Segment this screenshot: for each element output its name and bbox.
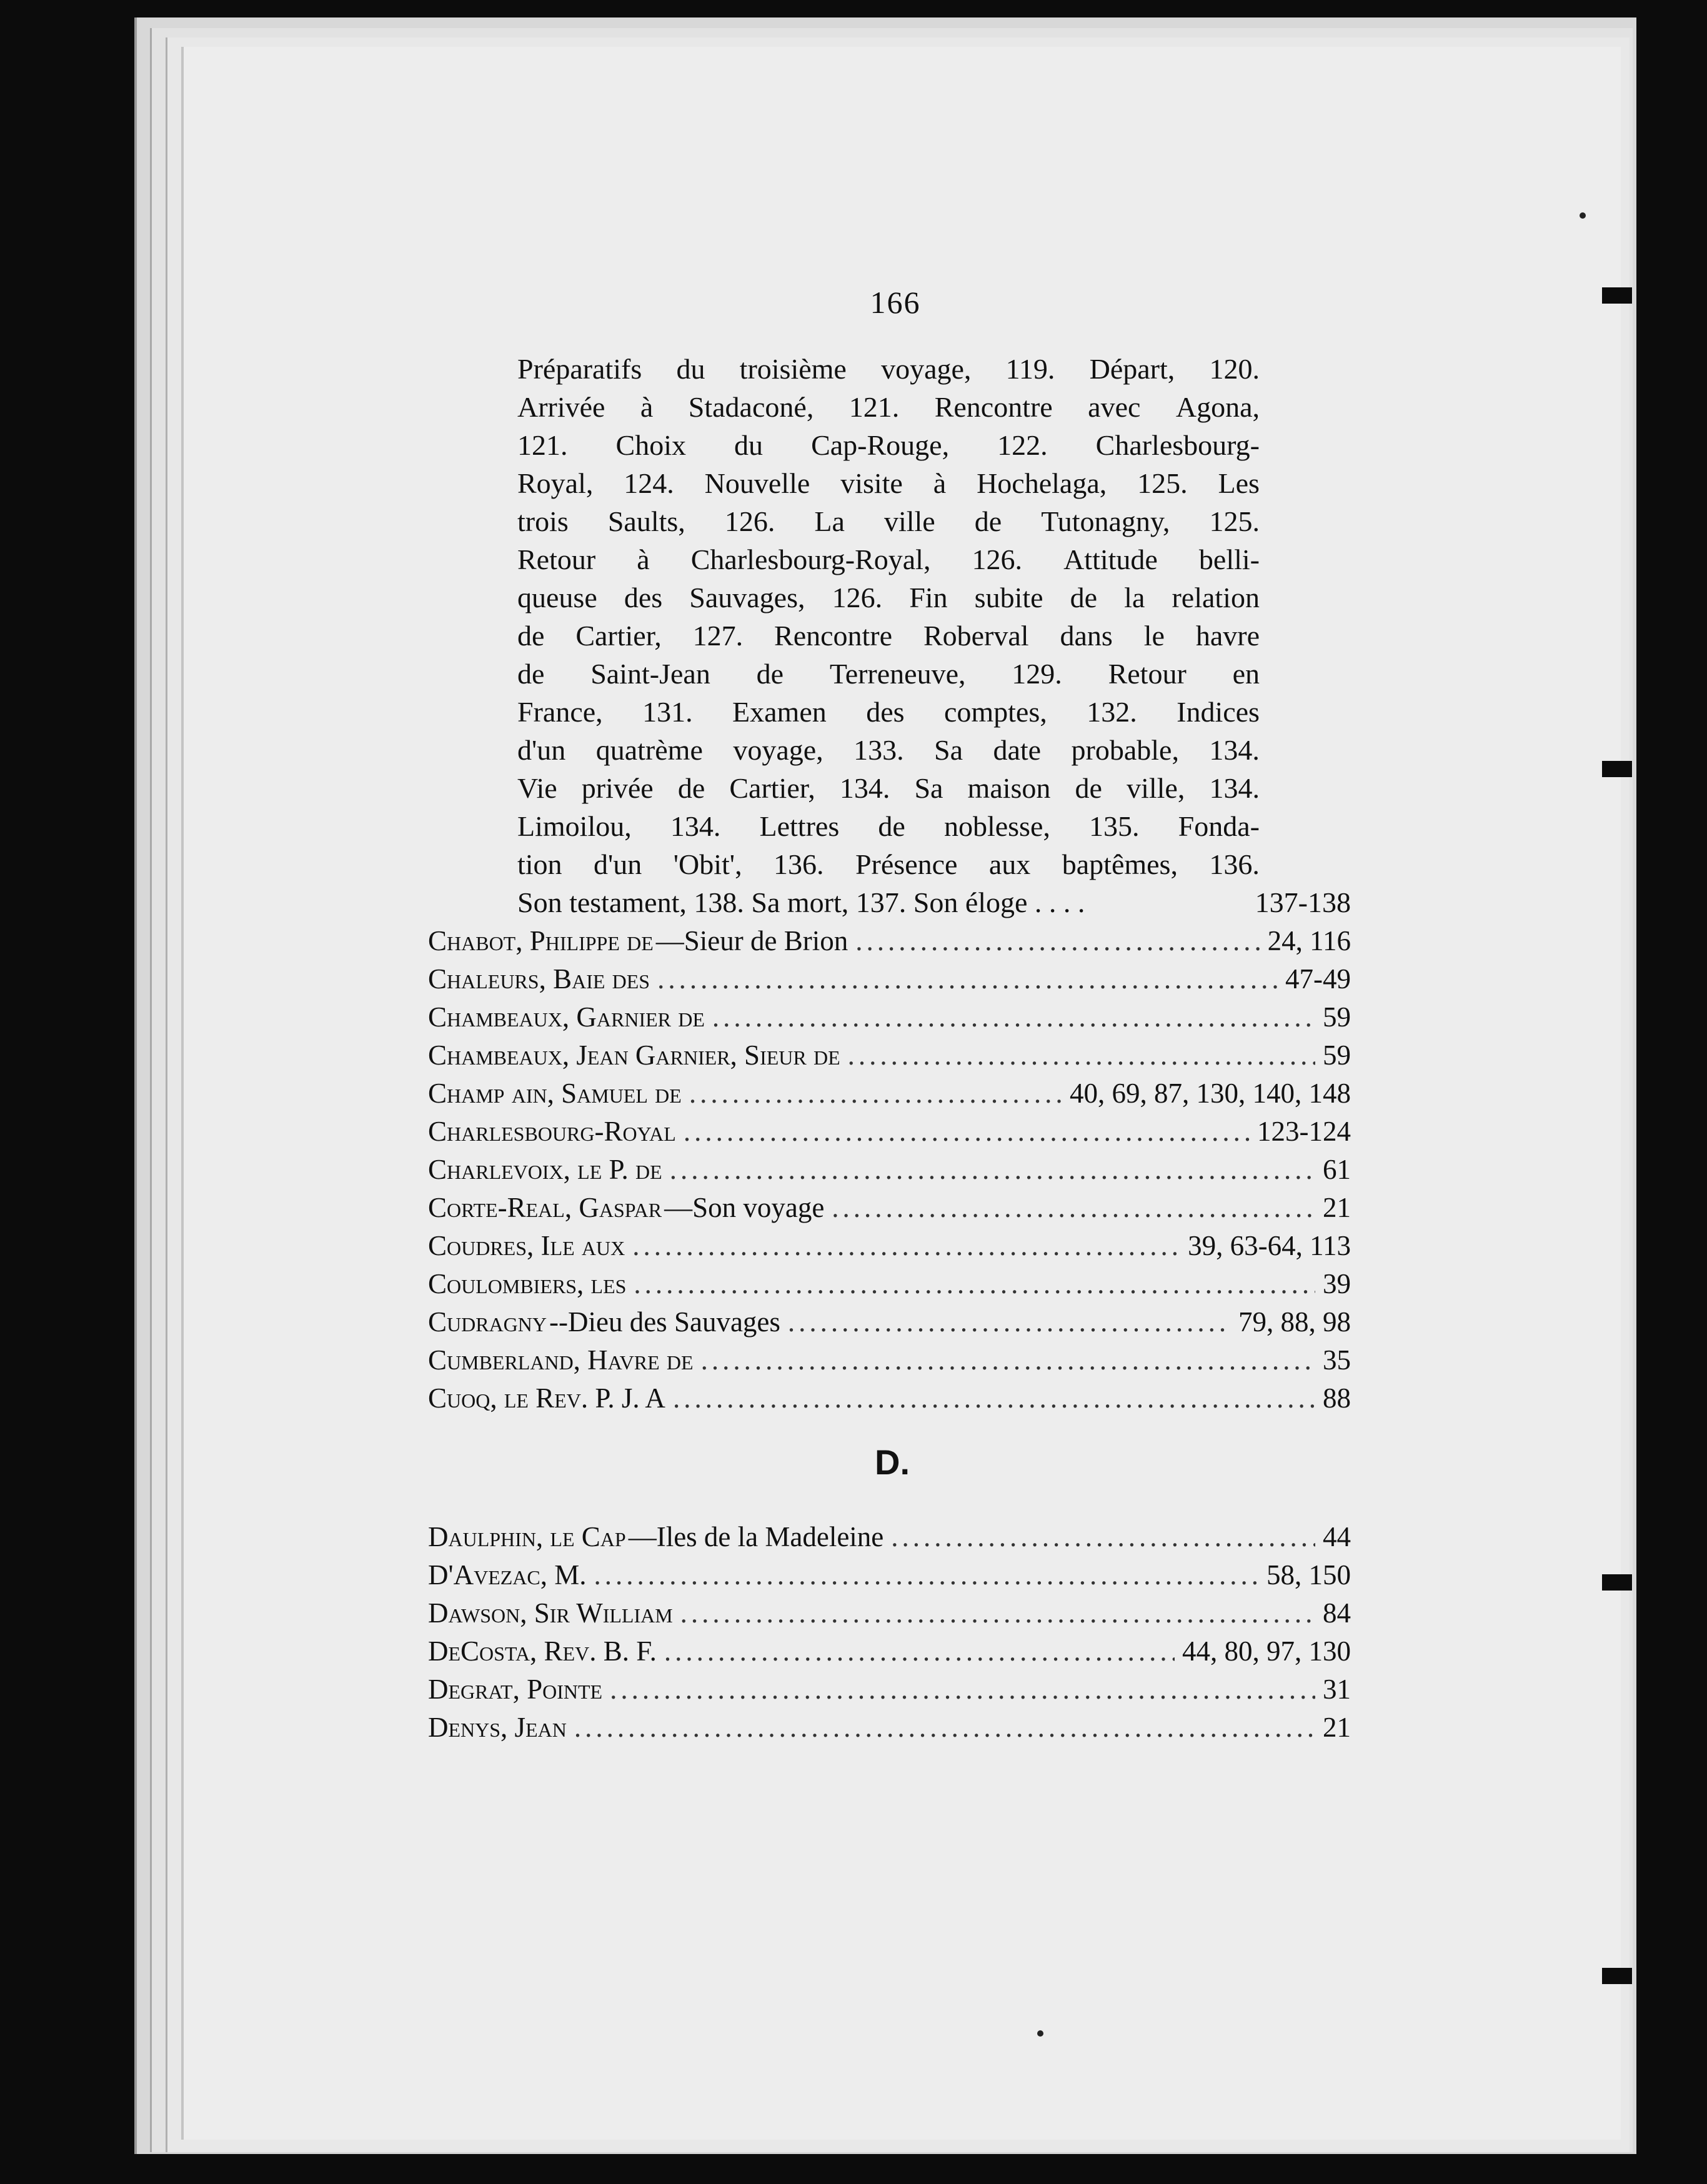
index-entry xyxy=(428,998,1351,1036)
index-entry xyxy=(428,1556,1351,1594)
paragraph-word: 121. xyxy=(849,391,900,423)
entry-pages: 44 xyxy=(1323,1521,1351,1552)
paragraph-word: 127. xyxy=(692,620,744,652)
entry-pages: 39 xyxy=(1323,1268,1351,1299)
index-paragraph-cartier xyxy=(517,350,1351,921)
paragraph-word: relation xyxy=(1172,582,1260,613)
entry-description: —Iles de la Madeleine xyxy=(628,1521,884,1552)
paragraph-word: Attitude xyxy=(1063,544,1158,575)
paragraph-word: de xyxy=(756,658,784,690)
paragraph-word: Retour xyxy=(517,544,596,575)
paragraph-word: Lettres xyxy=(759,810,840,842)
entry-pages: 40, 69, 87, 130, 140, 148 xyxy=(1070,1078,1351,1109)
paragraph-line xyxy=(517,845,1260,883)
entry-description: —Son voyage xyxy=(664,1192,825,1223)
paragraph-word: de xyxy=(974,505,1002,537)
index-entries-c xyxy=(428,922,1351,1417)
paragraph-word: Sa xyxy=(934,734,963,766)
entry-pages: 79, 88, 98 xyxy=(1238,1306,1351,1338)
paragraph-word: Hochelaga, xyxy=(977,467,1107,499)
paragraph-word: 122. xyxy=(997,429,1048,461)
paragraph-word: de xyxy=(1070,582,1098,613)
entry-pages: 58, 150 xyxy=(1267,1559,1351,1591)
paragraph-word: Départ, xyxy=(1089,353,1175,385)
paragraph-word: 136. xyxy=(774,848,824,880)
paragraph-word: le xyxy=(1143,620,1165,652)
binding-tab-mark xyxy=(1602,761,1632,777)
paragraph-word: dans xyxy=(1060,620,1113,652)
dot-leader xyxy=(701,1341,1315,1379)
paragraph-line xyxy=(517,769,1260,807)
paragraph-word: noblesse, xyxy=(943,810,1050,842)
index-entry xyxy=(428,1341,1351,1379)
dot-leader xyxy=(891,1518,1315,1556)
dot-leader xyxy=(788,1303,1231,1341)
dot-leader xyxy=(632,1227,1180,1265)
paragraph-word: 134. xyxy=(670,810,721,842)
entry-description: —Sieur de Brion xyxy=(655,925,849,956)
paragraph-word: 125. xyxy=(1137,467,1188,499)
paragraph-line xyxy=(517,426,1260,464)
dot-leader xyxy=(673,1379,1315,1417)
entry-name: Degrat, Pointe xyxy=(428,1674,603,1705)
index-entry xyxy=(428,1113,1351,1151)
paragraph-word: 136. xyxy=(1209,848,1260,880)
index-entry xyxy=(428,1303,1351,1341)
paragraph-word: trois xyxy=(517,505,569,537)
paragraph-word: 120. xyxy=(1209,353,1260,385)
dot-leader xyxy=(684,1113,1250,1151)
dot-leader xyxy=(594,1556,1259,1594)
paragraph-word: 126. xyxy=(832,582,883,613)
index-entry xyxy=(428,1075,1351,1113)
paragraph-word: 126. xyxy=(972,544,1023,575)
paragraph-word: Roberval xyxy=(923,620,1029,652)
dot-leader xyxy=(670,1151,1315,1189)
speck-mark xyxy=(1037,2030,1043,2037)
paragraph-word: à xyxy=(637,544,650,575)
index-entry xyxy=(428,1594,1351,1632)
paragraph-word: France, xyxy=(517,696,603,728)
paragraph-word: maison xyxy=(967,772,1051,804)
entry-pages: 44, 80, 97, 130 xyxy=(1182,1636,1351,1667)
index-entry xyxy=(428,1670,1351,1709)
paragraph-word: Cartier, xyxy=(729,772,815,804)
entry-pages: 21 xyxy=(1323,1192,1351,1223)
entry-pages: 59 xyxy=(1323,1001,1351,1033)
dot-leader xyxy=(855,922,1260,960)
paragraph-word: Fin xyxy=(909,582,948,613)
paragraph-word: d'un xyxy=(517,734,566,766)
index-entry xyxy=(428,1189,1351,1227)
paragraph-last-pages: 137-138 xyxy=(1255,886,1351,918)
entry-name: D'Avezac, M. xyxy=(428,1559,587,1591)
paragraph-word: 134. xyxy=(1209,734,1260,766)
page-number: 166 xyxy=(870,285,921,320)
paragraph-word: 135. xyxy=(1089,810,1140,842)
entry-name: DeCosta, Rev. B. F. xyxy=(428,1636,657,1667)
entry-name: Chabot, Philippe de xyxy=(428,925,654,956)
entry-pages: 35 xyxy=(1323,1344,1351,1376)
index-entry xyxy=(428,922,1351,960)
paragraph-word: avec xyxy=(1088,391,1141,423)
paragraph-word: Les xyxy=(1218,467,1260,499)
paragraph-word: subite xyxy=(974,582,1043,613)
paragraph-word: de xyxy=(517,620,545,652)
paragraph-word: la xyxy=(1124,582,1145,613)
paragraph-line xyxy=(517,578,1260,617)
paragraph-word: troisième xyxy=(739,353,847,385)
paragraph-line xyxy=(517,655,1260,693)
paragraph-word: comptes, xyxy=(943,696,1047,728)
entry-pages: 61 xyxy=(1323,1154,1351,1185)
paragraph-word: Agona, xyxy=(1175,391,1260,423)
entry-pages: 59 xyxy=(1323,1040,1351,1071)
paragraph-word: 'Obit', xyxy=(673,848,742,880)
entry-name: Chambeaux, Garnier de xyxy=(428,1001,705,1033)
paragraph-line xyxy=(517,731,1260,769)
entry-description: --Dieu des Sauvages xyxy=(549,1306,780,1338)
paragraph-word: tion xyxy=(517,848,562,880)
paragraph-line xyxy=(517,350,1260,388)
entry-pages: 24, 116 xyxy=(1267,925,1351,956)
paragraph-word: du xyxy=(676,353,705,385)
binding-tab-mark xyxy=(1602,1574,1632,1591)
entry-pages: 47-49 xyxy=(1285,963,1351,995)
paragraph-word: Charlesbourg- xyxy=(1095,429,1260,461)
index-entry xyxy=(428,1379,1351,1417)
paragraph-word: 133. xyxy=(854,734,904,766)
paragraph-last-line xyxy=(517,883,1351,921)
entry-pages: 39, 63-64, 113 xyxy=(1188,1230,1351,1261)
paragraph-word: ville, xyxy=(1127,772,1185,804)
entry-name: Cudragny xyxy=(428,1306,547,1338)
paragraph-word: Sa xyxy=(914,772,943,804)
paragraph-word: visite xyxy=(840,467,903,499)
paragraph-word: probable, xyxy=(1071,734,1179,766)
entry-name: Chambeaux, Jean Garnier, Sieur de xyxy=(428,1040,840,1071)
paragraph-word: Limoilou, xyxy=(517,810,632,842)
paragraph-word: havre xyxy=(1195,620,1260,652)
paragraph-line xyxy=(517,807,1260,845)
paragraph-word: Saults, xyxy=(607,505,685,537)
paragraph-word: quatrème xyxy=(595,734,703,766)
index-entry xyxy=(428,1227,1351,1265)
entry-name: Denys, Jean xyxy=(428,1712,567,1743)
paragraph-word: Nouvelle xyxy=(704,467,810,499)
section-letter-heading: D. xyxy=(875,1442,910,1482)
paragraph-word: à xyxy=(933,467,947,499)
paragraph-word: Vie xyxy=(517,772,557,804)
entry-name: Daulphin, le Cap xyxy=(428,1521,626,1552)
dot-leader xyxy=(848,1036,1315,1075)
paragraph-word: Retour xyxy=(1108,658,1187,690)
entry-pages: 31 xyxy=(1323,1674,1351,1705)
dot-leader xyxy=(680,1594,1315,1632)
paragraph-word: privée xyxy=(581,772,654,804)
entry-name: Coudres, Ile aux xyxy=(428,1230,625,1261)
paragraph-word: 121. xyxy=(517,429,568,461)
paragraph-word: Préparatifs xyxy=(517,353,642,385)
index-entry xyxy=(428,1709,1351,1747)
paragraph-word: 131. xyxy=(642,696,693,728)
paragraph-word: Charlesbourg-Royal, xyxy=(690,544,931,575)
paragraph-word: Arrivée xyxy=(517,391,605,423)
index-entry xyxy=(428,1265,1351,1303)
entry-pages: 123-124 xyxy=(1257,1116,1351,1147)
paragraph-word: de xyxy=(517,658,545,690)
paragraph-word: du xyxy=(734,429,764,461)
paragraph-word: de xyxy=(677,772,705,804)
paragraph-word: 126. xyxy=(724,505,775,537)
dot-leader xyxy=(832,1189,1315,1227)
paragraph-word: des xyxy=(866,696,905,728)
paragraph-word: belli- xyxy=(1198,544,1260,575)
paragraph-word: Fonda- xyxy=(1178,810,1260,842)
paragraph-line xyxy=(517,388,1260,426)
paragraph-word: 125. xyxy=(1209,505,1260,537)
paragraph-last-text: Son testament, 138. Sa mort, 137. Son éloge . . . . xyxy=(517,886,1085,918)
entry-name: Cuoq, le Rev. P. J. A xyxy=(428,1382,665,1414)
paragraph-word: Stadaconé, xyxy=(688,391,814,423)
paragraph-line xyxy=(517,464,1260,502)
paragraph-word: 129. xyxy=(1012,658,1062,690)
paragraph-word: Présence xyxy=(855,848,958,880)
paragraph-word: Examen xyxy=(732,696,827,728)
paragraph-line xyxy=(517,502,1260,540)
paragraph-word: Tutonagny, xyxy=(1041,505,1170,537)
paragraph-word: de xyxy=(878,810,905,842)
paragraph-word: baptêmes, xyxy=(1062,848,1178,880)
dot-leader xyxy=(610,1670,1315,1709)
paragraph-word: Rencontre xyxy=(774,620,893,652)
paragraph-word: à xyxy=(640,391,654,423)
paragraph-word: queuse xyxy=(517,582,597,613)
paragraph-word: d'un xyxy=(594,848,642,880)
paragraph-line xyxy=(517,617,1260,655)
index-entry xyxy=(428,960,1351,998)
entry-name: Chaleurs, Baie des xyxy=(428,963,650,995)
index-entry xyxy=(428,1632,1351,1670)
paragraph-word: Terreneuve, xyxy=(829,658,966,690)
paragraph-word: Saint-Jean xyxy=(590,658,710,690)
paragraph-word: de xyxy=(1075,772,1102,804)
dot-leader xyxy=(657,960,1278,998)
paragraph-word: Cap-Rouge, xyxy=(811,429,950,461)
paragraph-word: Choix xyxy=(615,429,686,461)
entry-name: Coulombiers, les xyxy=(428,1268,627,1299)
paragraph-word: Royal, xyxy=(517,467,594,499)
entry-pages: 21 xyxy=(1323,1712,1351,1743)
dot-leader xyxy=(712,998,1315,1036)
dot-leader xyxy=(664,1632,1175,1670)
entry-pages: 88 xyxy=(1323,1382,1351,1414)
paragraph-line xyxy=(517,693,1260,731)
paragraph-word: date xyxy=(993,734,1042,766)
paragraph-word: 119. xyxy=(1005,353,1055,385)
paragraph-word: en xyxy=(1232,658,1260,690)
index-entry xyxy=(428,1518,1351,1556)
entry-name: Corte-Real, Gaspar xyxy=(428,1192,662,1223)
paragraph-word: 134. xyxy=(1209,772,1260,804)
entry-name: Charlevoix, le P. de xyxy=(428,1154,662,1185)
paragraph-word: des xyxy=(624,582,663,613)
paragraph-word: Rencontre xyxy=(934,391,1053,423)
dot-leader xyxy=(689,1075,1062,1113)
entry-pages: 84 xyxy=(1323,1597,1351,1629)
index-entry xyxy=(428,1036,1351,1075)
paragraph-word: Sauvages, xyxy=(689,582,805,613)
paragraph-word: 134. xyxy=(839,772,890,804)
paragraph-word: voyage, xyxy=(733,734,824,766)
entry-name: Dawson, Sir William xyxy=(428,1597,673,1629)
dot-leader xyxy=(634,1265,1315,1303)
paragraph-line xyxy=(517,540,1260,578)
entry-name: Champ ain, Samuel de xyxy=(428,1078,682,1109)
dot-leader xyxy=(574,1709,1315,1747)
binding-tab-mark xyxy=(1602,1968,1632,1984)
paragraph-word: aux xyxy=(988,848,1031,880)
paragraph-word: voyage, xyxy=(881,353,972,385)
paragraph-word: 132. xyxy=(1087,696,1137,728)
paragraph-word: Indices xyxy=(1177,696,1260,728)
entry-name: Cumberland, Havre de xyxy=(428,1344,694,1376)
paragraph-word: ville xyxy=(883,505,935,537)
index-entries-d xyxy=(428,1518,1351,1747)
entry-name: Charlesbourg-Royal xyxy=(428,1116,676,1147)
paragraph-word: 124. xyxy=(624,467,674,499)
paragraph-word: La xyxy=(814,505,845,537)
index-entry xyxy=(428,1151,1351,1189)
paragraph-word: Cartier, xyxy=(575,620,662,652)
speck-mark xyxy=(1580,212,1586,219)
